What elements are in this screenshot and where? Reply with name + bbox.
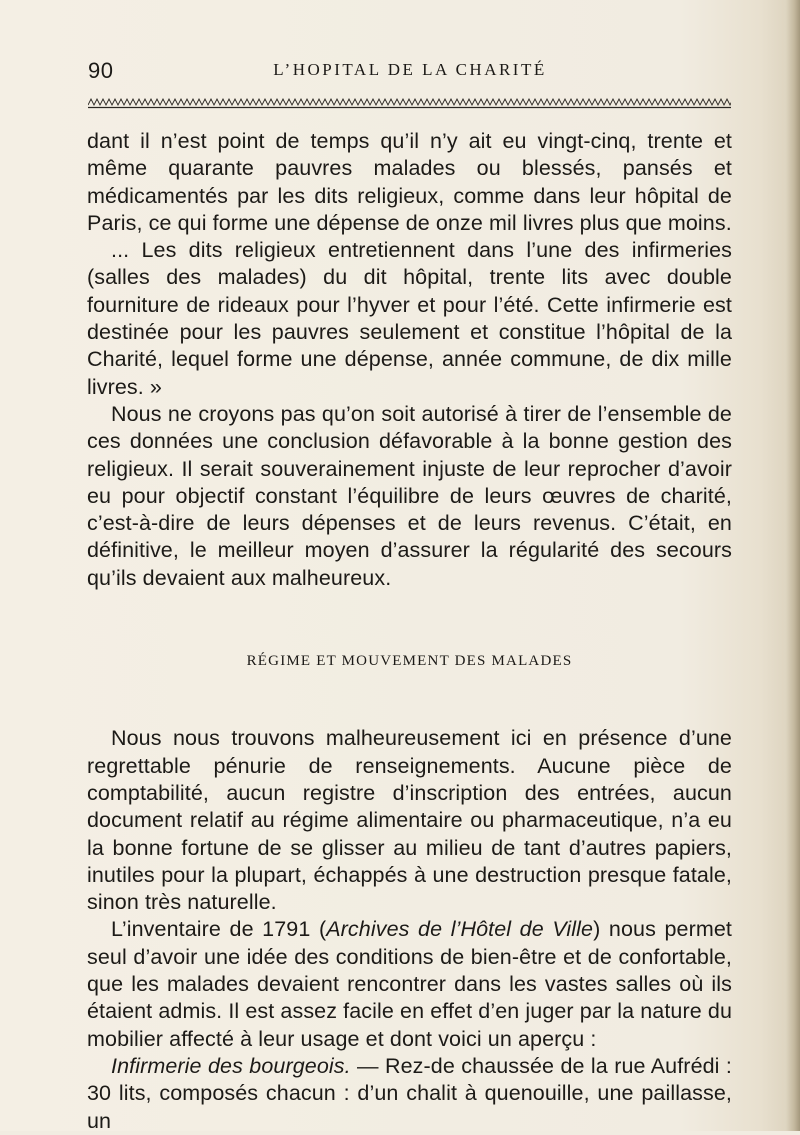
- paragraph-3: Nous ne croyons pas qu’on soit autorisé à tirer de l’ensemble de ces données une conclusion défavorable à la bonne gestion des religieux. Il serait souverainement injuste de leur reprocher d’avoir eu pour objectif constant l’équilibre de leurs œuvres de charité, c’est-à-dire de leurs dépenses et de leurs revenus. C’était, en définitive, le meilleur moyen d’assurer la régularité des secours qu’ils devaient aux malheureux.: [87, 401, 732, 590]
- running-title: L’HOPITAL DE LA CHARITÉ: [273, 60, 547, 79]
- page-edge-shadow: [786, 0, 800, 1131]
- body-text: [87, 128, 732, 1135]
- section-heading: RÉGIME ET MOUVEMENT DES MALADES: [246, 653, 573, 670]
- paragraph-5: [87, 916, 732, 1052]
- paragraph-6-rest: — Rez-de chaussée de la rue Aufrédi : 30 lits, composés chacun : d’un chalit à quenouille, une paillasse, un: [87, 1053, 732, 1133]
- paragraph-5-rest: ) nous permet seul d’avoir une idée des conditions de bien-être et de confortable, que les malades devaient rencontrer dans les vastes salles où ils étaient admis. Il est assez facile en effet d’en juger par la nature du mobilier affecté à leur usage et dont voici un aperçu :: [87, 917, 732, 1051]
- paragraph-6: [87, 1053, 732, 1135]
- infirmary-name: Infirmerie des bourgeois.: [111, 1053, 351, 1078]
- page-number: 90: [88, 58, 114, 83]
- paragraph-2: ... Les dits religieux entretiennent dans l’une des infirmeries (salles des malades) du dit hôpital, trente lits avec double fourniture de rideaux pour l’hyver et pour l’été. Cette infirmerie est destinée pour les pauvres seulement et constitue l’hôpital de la Charité, lequel forme une dépense, année commune, de dix mille livres. »: [87, 238, 732, 399]
- paragraph-4: Nous nous trouvons malheureusement ici en présence d’une regrettable pénurie de renseignements. Aucune pièce de comptabilité, aucun registre d’inscription des entrées, aucun document relatif au régime alimentaire ou pharmaceutique, n’a eu la bonne fortune de se glisser au milieu de tant d’autres papiers, inutiles pour la plupart, échappés à une destruction presque fatale, sinon très naturelle.: [87, 726, 732, 915]
- paragraph-5-lead: L’inventaire de 1791 (: [111, 917, 327, 942]
- page-header: [88, 58, 732, 92]
- decorative-rule: [88, 97, 731, 109]
- paragraph-1: dant il n’est point de temps qu’il n’y ait eu vingt-cinq, trente et même quarante pauvres malades ou blessés, pansés et médicamentés par les dits religieux, comme dans leur hôpital de Paris, ce qui forme une dépense de onze mil livres plus que moins.: [87, 129, 732, 235]
- archive-citation: Archives de l’Hôtel de Ville: [326, 917, 594, 942]
